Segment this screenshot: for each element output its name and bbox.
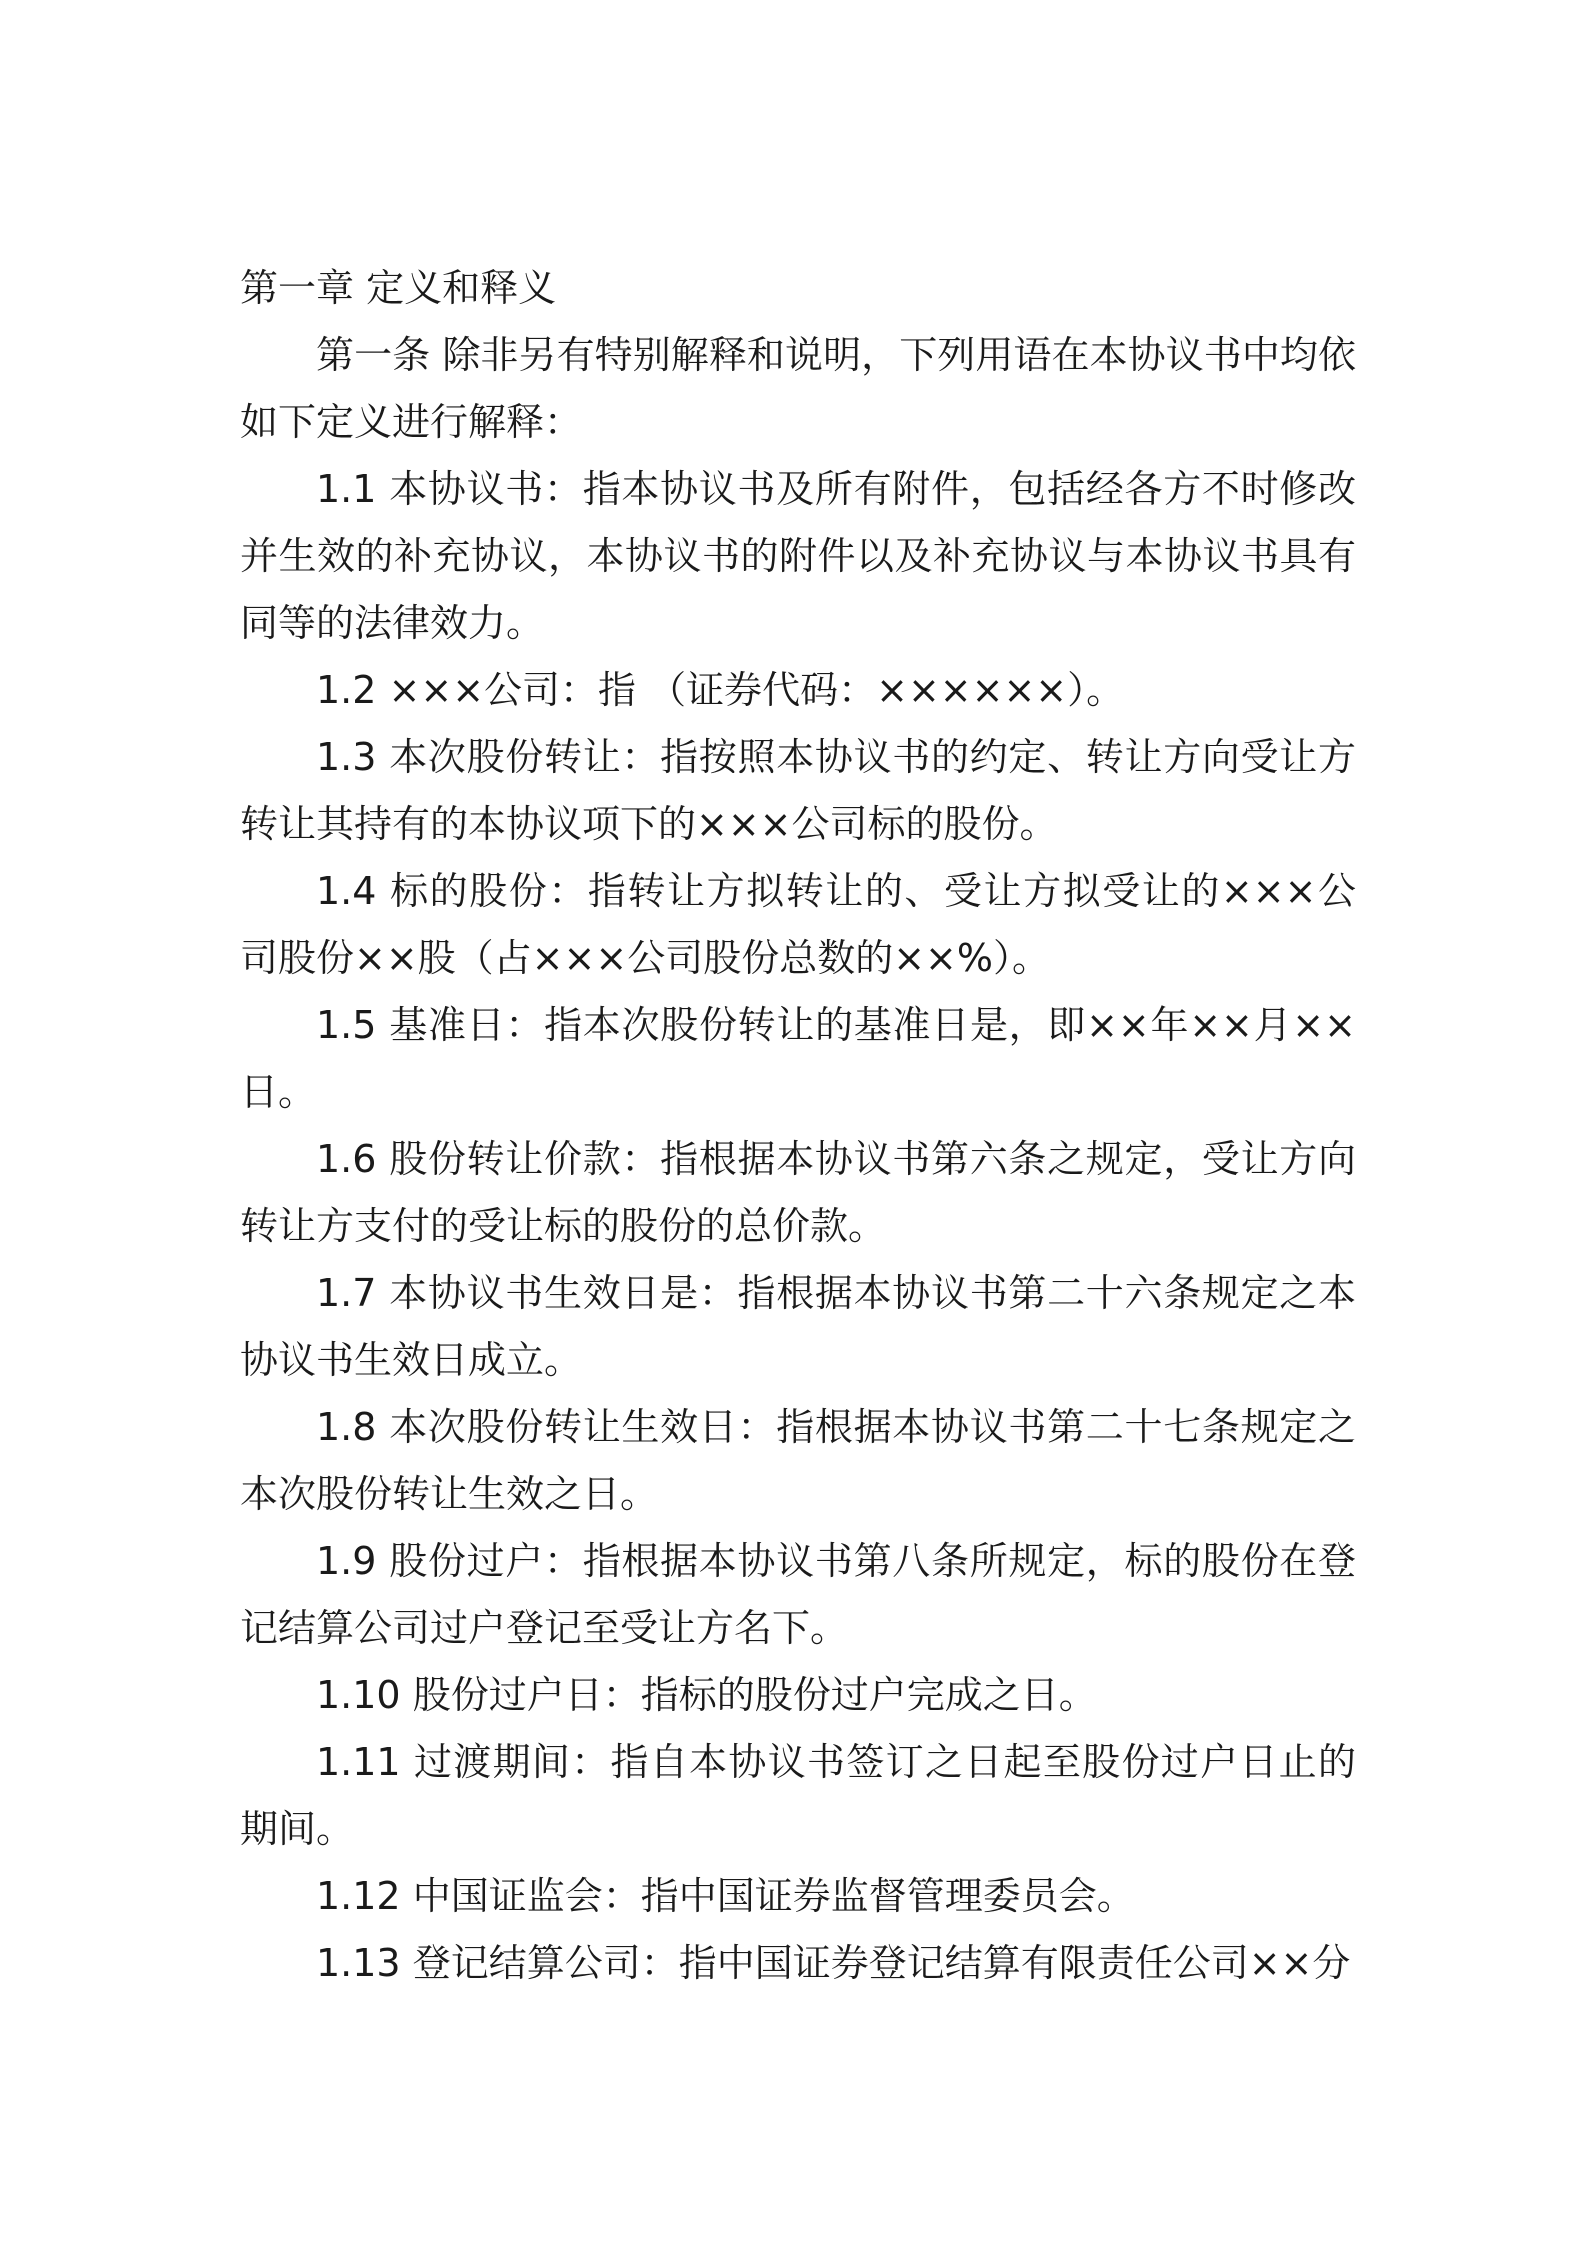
definition-1-4: 1.4 标的股份：指转让方拟转让的、受让方拟受让的×××公司股份××股（占×××公司股份总数的××%）。 — [240, 869, 1356, 980]
definition-1-12: 1.12 中国证监会：指中国证券监督管理委员会。 — [316, 1874, 1135, 1918]
definition-1-3: 1.3 本次股份转让：指按照本协议书的约定、转让方向受让方转让其持有的本协议项下的×××公司标的股份。 — [240, 735, 1356, 846]
article-1-intro: 第一条 除非另有特别解释和说明，下列用语在本协议书中均依如下定义进行解释： — [240, 333, 1356, 444]
definition-1-13: 1.13 登记结算公司：指中国证券登记结算有限责任公司××分 — [316, 1941, 1351, 1985]
definition-1-1: 1.1 本协议书：指本协议书及所有附件，包括经各方不时修改并生效的补充协议，本协议书的附件以及补充协议与本协议书具有同等的法律效力。 — [240, 467, 1356, 645]
definition-1-6: 1.6 股份转让价款：指根据本协议书第六条之规定，受让方向转让方支付的受让标的股份的总价款。 — [240, 1137, 1356, 1248]
definition-1-10: 1.10 股份过户日：指标的股份过户完成之日。 — [316, 1673, 1097, 1717]
definition-1-2: 1.2 ×××公司：指 （证券代码：××××××）。 — [316, 668, 1125, 712]
document-body — [240, 255, 1356, 1997]
definition-1-8: 1.8 本次股份转让生效日：指根据本协议书第二十七条规定之本次股份转让生效之日。 — [240, 1405, 1356, 1516]
chapter-title: 第一章 定义和释义 — [240, 266, 557, 310]
definition-1-5: 1.5 基准日：指本次股份转让的基准日是，即××年××月××日。 — [240, 1003, 1356, 1114]
definition-1-7: 1.7 本协议书生效日是：指根据本协议书第二十六条规定之本协议书生效日成立。 — [240, 1271, 1356, 1382]
definition-1-11: 1.11 过渡期间：指自本协议书签订之日起至股份过户日止的期间。 — [240, 1740, 1356, 1851]
definition-1-9: 1.9 股份过户：指根据本协议书第八条所规定，标的股份在登记结算公司过户登记至受让方名下。 — [240, 1539, 1356, 1650]
